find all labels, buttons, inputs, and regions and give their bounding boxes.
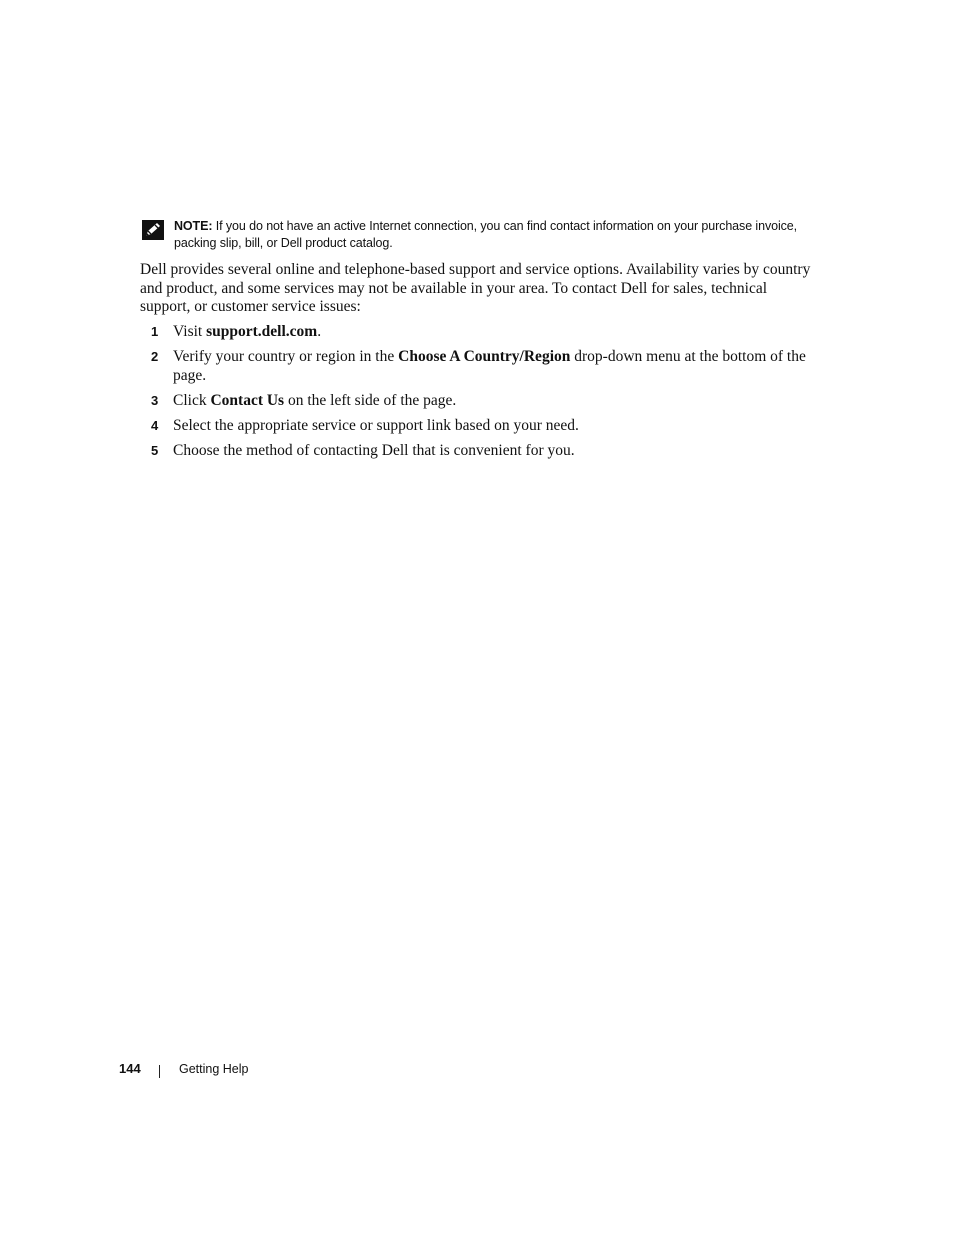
step-number: 4 [151, 418, 159, 433]
support-site-link-text: support.dell.com [206, 323, 318, 340]
step-text: Select the appropriate service or support link based on your need. [173, 417, 579, 434]
list-item [140, 347, 830, 385]
page-number: 144 [119, 1061, 141, 1076]
step-number: 5 [151, 443, 159, 458]
step-number: 1 [151, 324, 159, 339]
pencil-note-icon [142, 220, 164, 240]
step-text: Choose the method of contacting Dell that is convenient for you. [173, 442, 575, 459]
step-text: Visit support.dell.com. [173, 323, 322, 340]
footer-divider [159, 1065, 160, 1078]
list-item [140, 391, 830, 410]
step-text: Click Contact Us on the left side of the page. [173, 392, 457, 409]
list-item [140, 441, 830, 460]
steps-list [140, 322, 830, 466]
note-label: NOTE: [174, 219, 213, 233]
step-number: 2 [151, 349, 159, 364]
step-number: 3 [151, 393, 159, 408]
step-text: Verify your country or region in the Choose A Country/Region drop-down menu at the bottom of the page. [173, 348, 806, 384]
page-footer [119, 1061, 519, 1081]
list-item [140, 416, 830, 435]
note-body: If you do not have an active Internet connection, you can find contact information on your purchase invoice, packing slip, bill, or Dell product catalog. [174, 219, 797, 250]
intro-paragraph: Dell provides several online and telephone-based support and service options. Availability varies by country and product, and some services may not be available in your area. To contact Dell for sales, technical support, or customer service issues: [140, 261, 811, 315]
contact-us-label: Contact Us [210, 392, 285, 409]
list-item [140, 322, 830, 341]
note-block [142, 218, 822, 252]
note-text [174, 218, 822, 252]
section-title: Getting Help [179, 1062, 249, 1076]
country-menu-label: Choose A Country/Region [398, 348, 571, 365]
